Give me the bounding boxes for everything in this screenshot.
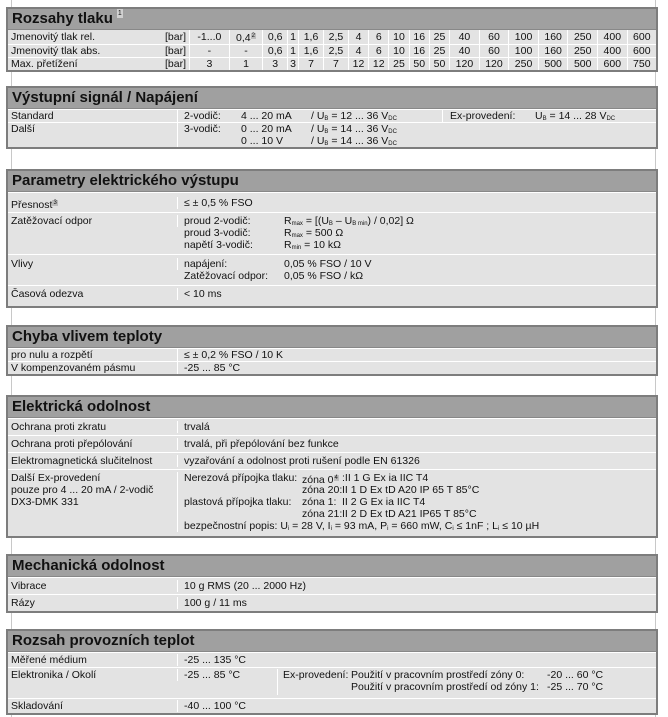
ex-supply-voltage: $U_B = 14$ ... 28 $V_{DC}$ xyxy=(535,110,616,122)
section-provozni-teploty xyxy=(6,629,658,715)
row-dalsi xyxy=(8,122,656,147)
row-razy xyxy=(8,594,656,611)
row-label: Elektromagnetická slučitelnost xyxy=(8,455,178,467)
row-value: 10 g RMS (20 ... 2000 Hz) xyxy=(184,580,306,592)
row-value: ≤ ± 0,2 % FSO / 10 K xyxy=(184,349,284,361)
row-label: Rázy xyxy=(8,597,178,609)
title-text: Rozsahy tlaku xyxy=(12,10,113,27)
row-value: -25 ... 85 °C Ex-provedení: Použití v pracovním prostředí zóny 0: -20 ... 60 °C Použití v pracovním prostředí od zóny 1: -25 ... 70 °C xyxy=(184,669,604,693)
pressure-value: 600 xyxy=(598,58,628,71)
row-label: Přesnost$^3$ xyxy=(8,197,178,209)
pressure-value: 250 xyxy=(568,45,598,58)
row-value: trvalá, při přepólování bez funkce xyxy=(184,438,339,450)
row-label: Vibrace xyxy=(8,580,178,592)
pressure-value: 4 xyxy=(348,45,368,58)
row-elektronika xyxy=(8,667,656,698)
row-value: < 10 ms xyxy=(184,288,222,300)
row-value: trvalá xyxy=(184,421,210,433)
row-kompenzovane-pasmo xyxy=(8,361,656,374)
pressure-value: 160 xyxy=(538,45,568,58)
row-value xyxy=(178,110,656,122)
row-value: vyzařování a odolnost proti rušení podle EN 61326 xyxy=(184,455,420,467)
pressure-value: 7 xyxy=(323,58,348,71)
row-label: Zatěžovací odpor xyxy=(8,215,178,227)
row-label: Další xyxy=(8,123,178,147)
section-chyba-vlivem-teploty xyxy=(6,325,658,376)
pressure-value: 1,6 xyxy=(299,30,324,45)
footnote-marker: 1 xyxy=(117,10,122,17)
pressure-value: - xyxy=(190,45,230,58)
row-zatezovaci-odpor xyxy=(8,212,656,254)
pressure-value: 750 xyxy=(627,58,656,71)
row-value: proud 2-vodič: $R_{max} = [(U_B - U_{B min}) / 0,02]$ Ω proud 3-vodič: $R_{max} = 500$ Ω napětí 3-vodič: $R_{min} = 10$ kΩ xyxy=(184,215,414,251)
dalsi-lines xyxy=(241,123,397,147)
pressure-value: 0,6 xyxy=(263,45,288,58)
row-label: Standard xyxy=(8,110,178,122)
pressure-row xyxy=(8,45,656,58)
row-label: V kompenzovaném pásmu xyxy=(8,362,178,374)
pressure-value: 40 xyxy=(450,30,480,45)
pressure-value: 0,6 xyxy=(263,30,288,45)
pressure-value: 10 xyxy=(389,30,409,45)
pressure-value: 7 xyxy=(299,58,324,71)
row-label: Vlivy xyxy=(8,258,178,270)
pressure-value: 2,5 xyxy=(323,45,348,58)
pressure-value: $0,4^2$ xyxy=(229,30,262,45)
row-casova-odezva xyxy=(8,285,656,306)
row-value: Nerezová přípojka tlaku: zóna $0^4$ :II 1 G Ex ia IIC T4 zóna 20: II 1 D Ex tD A20 IP 65 T 85°C plastová přípojka tlaku: zóna 1: II 2 G Ex ia IIC T4 zóna 21: II 2 D Ex tD A21 IP65 T 85°C bezpečnostní popis: $U_i = 28$ V, $I_i = 93$ mA, $P_i = 660$ mW, $C_i \le 1nF$ ; $L_i \le 10$ µH xyxy=(178,472,656,532)
pressure-row-label: Max. přetížení xyxy=(8,58,154,71)
pressure-value: 10 xyxy=(389,45,409,58)
ex-label: Ex-provedení: xyxy=(283,669,349,681)
pressure-value: 40 xyxy=(450,45,480,58)
pressure-value: 600 xyxy=(627,30,656,45)
pressure-value: 3 xyxy=(263,58,288,71)
pressure-value: 120 xyxy=(479,58,509,71)
row-value: napájení: 0,05 % FSO / 10 V Zatěžovací odpor: 0,05 % FSO / kΩ xyxy=(184,258,372,282)
row-label: Další Ex-provedení pouze pro 4 ... 20 mA / 2-vodič DX3-DMK 331 xyxy=(8,472,178,532)
section-title xyxy=(8,9,656,30)
ex-label: Ex-provedení: xyxy=(450,110,516,122)
row-label: Ochrana proti přepólování xyxy=(8,438,178,450)
pressure-value: 120 xyxy=(450,58,480,71)
pressure-value: 500 xyxy=(538,58,568,71)
pressure-value: 25 xyxy=(389,58,409,71)
section-title: Chyba vlivem teploty xyxy=(8,327,656,348)
section-title: Elektrická odolnost xyxy=(8,397,656,418)
pressure-value: 6 xyxy=(369,30,389,45)
pressure-row xyxy=(8,58,656,71)
pressure-value: 100 xyxy=(509,45,539,58)
pressure-value: 12 xyxy=(369,58,389,71)
section-elektricka-odolnost xyxy=(6,395,658,538)
row-value: 100 g / 11 ms xyxy=(184,597,247,609)
pressure-row-label: Jmenovitý tlak abs. xyxy=(8,45,154,58)
section-title: Mechanická odolnost xyxy=(8,556,656,577)
row-zkrat xyxy=(8,418,656,435)
row-value: -25 ... 85 °C xyxy=(184,362,241,374)
signal-range: 4 ... 20 mA xyxy=(241,110,292,122)
row-value xyxy=(178,123,656,147)
row-prepolovani xyxy=(8,435,656,452)
pressure-value: 100 xyxy=(509,30,539,45)
pressure-value: 3 xyxy=(190,58,230,71)
wire-type: 2-vodič: xyxy=(184,110,221,122)
row-value: ≤ ± 0,5 % FSO xyxy=(184,196,253,209)
pressure-value: 2,5 xyxy=(323,30,348,45)
row-label: Časová odezva xyxy=(8,288,178,300)
section-parametry xyxy=(6,169,658,308)
pressure-value: 3 xyxy=(288,58,299,71)
pressure-value: 250 xyxy=(509,58,539,71)
row-value: -25 ... 135 °C xyxy=(184,654,246,666)
pressure-value: 250 xyxy=(568,30,598,45)
pressure-value: 25 xyxy=(429,30,449,45)
wire-type: 3-vodič: xyxy=(184,123,221,135)
pressure-row-label: Jmenovitý tlak rel. xyxy=(11,31,96,43)
row-standard xyxy=(8,109,656,122)
section-mechanicka-odolnost xyxy=(6,554,658,613)
pressure-value: 6 xyxy=(369,45,389,58)
pressure-value: 1 xyxy=(229,58,262,71)
pressure-value: 500 xyxy=(568,58,598,71)
pressure-unit: [bar] xyxy=(154,45,190,58)
footnote-marker: 2 xyxy=(251,33,255,39)
pressure-value: 400 xyxy=(598,45,628,58)
supply-voltage: / $U_B = 12$ ... 36 $V_{DC}$ xyxy=(311,110,443,122)
section-title: Rozsah provozních teplot xyxy=(8,631,656,652)
pressure-value: 60 xyxy=(479,30,509,45)
section-title: Parametry elektrického výstupu xyxy=(8,171,656,192)
section-title: Výstupní signál / Napájení xyxy=(8,88,656,109)
pressure-value: 1 xyxy=(288,45,299,58)
pressure-value: 160 xyxy=(538,30,568,45)
pressure-value: 12 xyxy=(348,58,368,71)
section-rozsahy-tlaku xyxy=(6,7,658,72)
row-ex-provedeni xyxy=(8,469,656,536)
pressure-value: 1 xyxy=(288,30,299,45)
pressure-unit: [bar] xyxy=(154,58,190,71)
row-merene-medium xyxy=(8,652,656,667)
pressure-value: 16 xyxy=(409,30,429,45)
pressure-value: 60 xyxy=(479,45,509,58)
row-label: Skladování xyxy=(8,700,178,712)
row-label: pro nulu a rozpětí xyxy=(8,349,178,361)
pressure-value: 16 xyxy=(409,45,429,58)
dalsi-line: 0 ... 20 mA / $U_B = 14$ ... 36 $V_{DC}$ xyxy=(241,123,397,135)
pressure-value: 25 xyxy=(429,45,449,58)
pressure-value: 600 xyxy=(627,45,656,58)
dalsi-line: 0 ... 10 V / $U_B = 14$ ... 36 $V_{DC}$ xyxy=(241,135,397,147)
section-vystupni-signal xyxy=(6,86,658,149)
pressure-value: -1...0 xyxy=(190,30,230,45)
safety-description: bezpečnostní popis: $U_i = 28$ V, $I_i = 93$ mA, $P_i = 660$ mW, $C_i \le 1nF$ ; $L_i \le 10$ µH xyxy=(184,520,540,532)
pressure-value: - xyxy=(229,45,262,58)
pressure-value: 400 xyxy=(598,30,628,45)
row-emc xyxy=(8,452,656,469)
row-nula-rozpeti xyxy=(8,348,656,361)
pressure-table xyxy=(8,30,656,70)
row-vlivy xyxy=(8,254,656,285)
row-label: Elektronika / Okolí xyxy=(8,669,178,681)
row-label: Ochrana proti zkratu xyxy=(8,421,178,433)
row-skladovani xyxy=(8,698,656,713)
pressure-value: 50 xyxy=(429,58,449,71)
pressure-value: 50 xyxy=(409,58,429,71)
row-value: -40 ... 100 °C xyxy=(184,700,246,712)
pressure-value: 1,6 xyxy=(299,45,324,58)
pressure-row xyxy=(8,30,656,45)
pressure-unit: [bar] xyxy=(164,31,186,43)
pressure-value: 4 xyxy=(348,30,368,45)
row-presnost xyxy=(8,192,656,212)
row-label: Měřené médium xyxy=(8,654,178,666)
row-vibrace xyxy=(8,577,656,594)
